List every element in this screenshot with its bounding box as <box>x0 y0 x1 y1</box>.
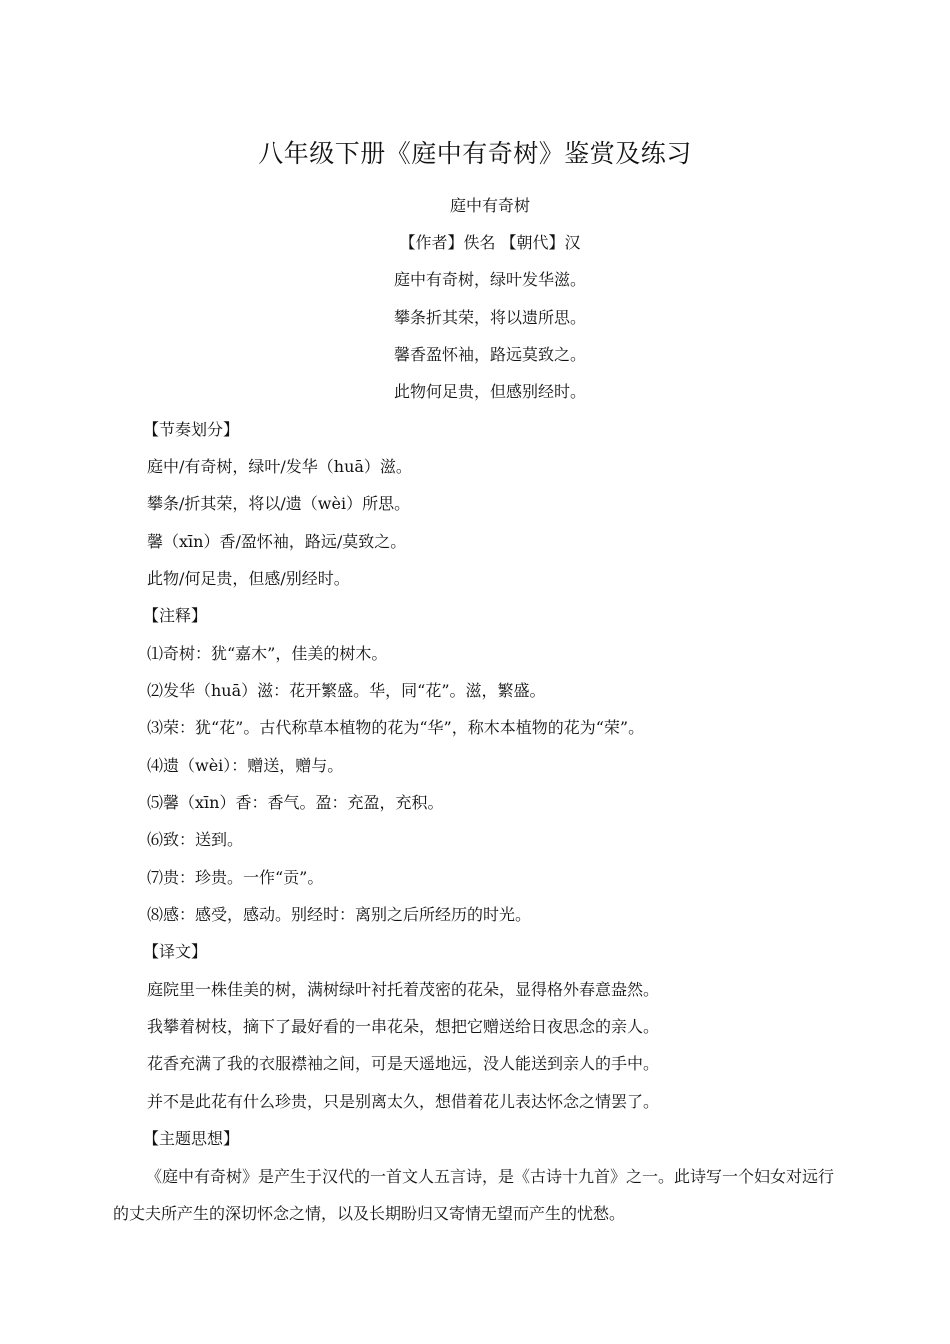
theme-paragraph: 《庭中有奇树》是产生于汉代的一首文人五言诗，是《古诗十九首》之一。此诗写一个妇女对远行的丈夫所产生的深切怀念之情，以及长期盼归又寄情无望而产生的忧愁。 <box>113 1167 835 1223</box>
note-item: ⑻感：感受，感动。别经时：离别之后所经历的时光。 <box>147 905 532 924</box>
rhythm-heading: 【节奏划分】 <box>143 420 240 439</box>
translation-line: 庭院里一株佳美的树，满树绿叶衬托着茂密的花朵，显得格外春意盎然。 <box>147 980 660 999</box>
rhythm-line: 此物/何足贵，但感/别经时。 <box>147 569 350 588</box>
note-item: ⑵发华（huā）滋：花开繁盛。华，同“花”。滋，繁盛。 <box>147 681 546 700</box>
rhythm-line: 攀条/折其荣，将以/遗（wèi）所思。 <box>147 494 411 513</box>
note-item: ⑸馨（xīn）香：香气。盈：充盈，充积。 <box>147 793 444 812</box>
poem-line: 馨香盈怀袖，路远莫致之。 <box>393 345 586 364</box>
rhythm-line: 庭中/有奇树，绿叶/发华（huā）滋。 <box>147 457 412 476</box>
poem-line: 攀条折其荣，将以遗所思。 <box>393 308 586 327</box>
translation-line: 花香充满了我的衣服襟袖之间，可是天遥地远，没人能送到亲人的手中。 <box>147 1054 660 1073</box>
poem-author-line: 【作者】佚名 【朝代】汉 <box>399 233 581 252</box>
poem-line: 庭中有奇树，绿叶发华滋。 <box>393 270 586 289</box>
note-item: ⑴奇树：犹“嘉木”，佳美的树木。 <box>147 644 388 663</box>
rhythm-line: 馨（xīn）香/盈怀袖，路远/莫致之。 <box>147 532 407 551</box>
note-item: ⑹致：送到。 <box>147 830 244 849</box>
note-item: ⑺贵：珍贵。一作“贡”。 <box>147 868 324 887</box>
document-title: 八年级下册《庭中有奇树》鉴赏及练习 <box>258 139 692 168</box>
note-item: ⑷遗（wèi）：赠送，赠与。 <box>147 756 344 775</box>
poem-line: 此物何足贵，但感别经时。 <box>393 382 586 401</box>
poem-title: 庭中有奇树 <box>449 196 530 215</box>
translation-line: 我攀着树枝，摘下了最好看的一串花朵，想把它赠送给日夜思念的亲人。 <box>147 1017 660 1036</box>
translation-line: 并不是此花有什么珍贵，只是别离太久，想借着花儿表达怀念之情罢了。 <box>147 1092 660 1111</box>
notes-heading: 【注释】 <box>143 606 208 625</box>
translation-heading: 【译文】 <box>143 942 208 961</box>
theme-heading: 【主题思想】 <box>143 1129 240 1148</box>
note-item: ⑶荣：犹“花”。古代称草本植物的花为“华”，称木本植物的花为“荣”。 <box>147 718 645 737</box>
